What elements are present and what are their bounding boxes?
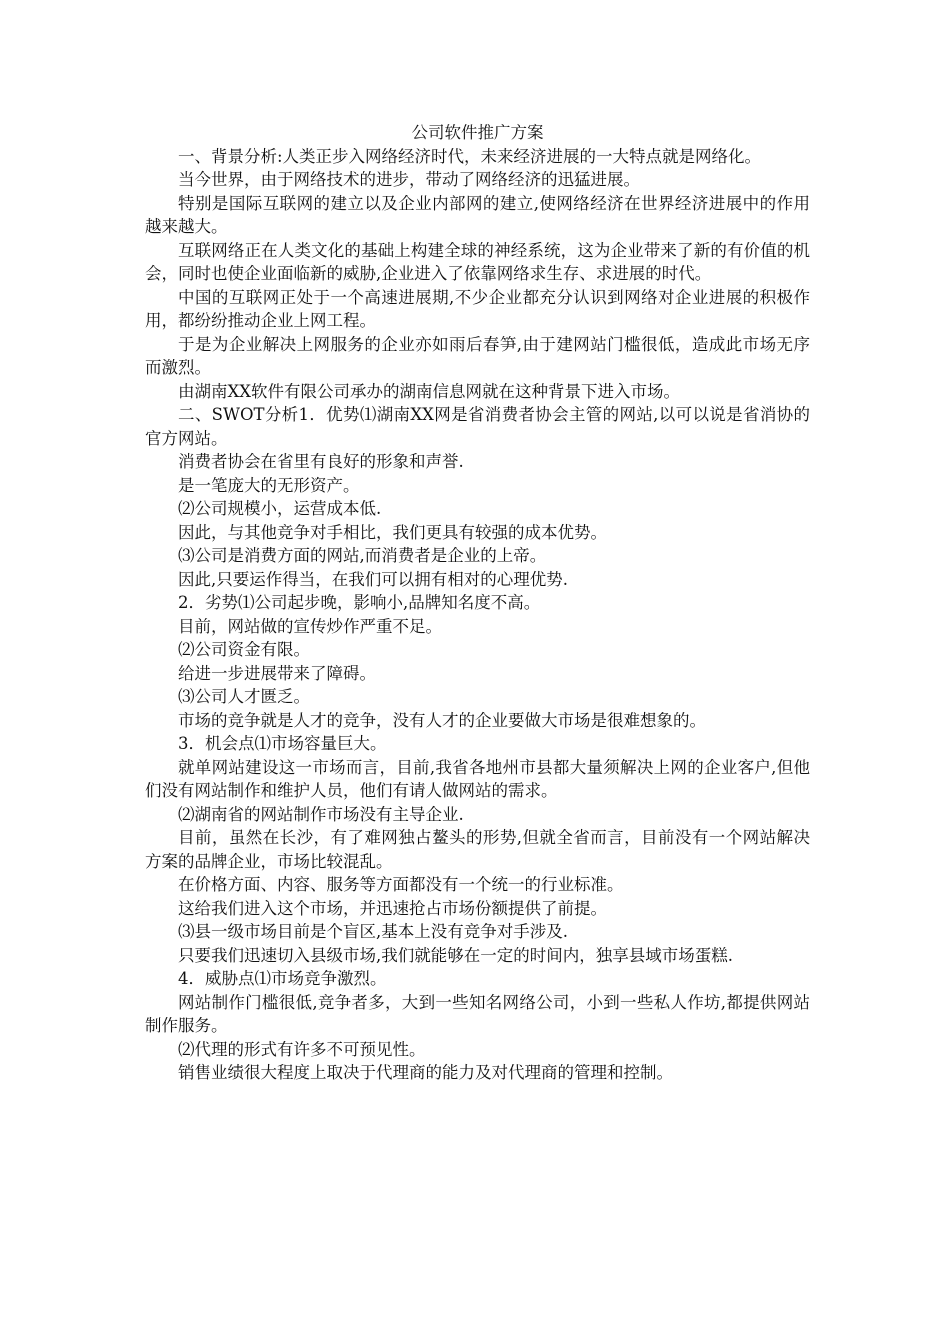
paragraph: ⑶县一级市场目前是个盲区,基本上没有竞争对手涉及. [178, 922, 568, 941]
paragraph: 在价格方面、内容、服务等方面都没有一个统一的行业标准。 [178, 875, 624, 894]
paragraph: 3．机会点⑴市场容量巨大。 [178, 734, 387, 753]
document-body [145, 121, 810, 1085]
paragraph: ⑵公司规模小，运营成本低. [178, 499, 382, 518]
paragraph: 是一笔庞大的无形资产。 [178, 475, 360, 495]
paragraph: ⑶公司人才匮乏。 [178, 687, 310, 706]
paragraph: 这给我们进入这个市场，并迅速抢占市场份额提供了前提。 [178, 898, 607, 918]
paragraph: 2．劣势⑴公司起步晚，影响小,品牌知名度不高。 [178, 593, 541, 612]
paragraph: 由湖南XX软件有限公司承办的湖南信息网就在这种背景下进入市场。 [178, 381, 680, 401]
paragraph: 当今世界，由于网络技术的进步，带动了网络经济的迅猛进展。 [178, 170, 640, 189]
paragraph: 目前，网站做的宣传炒作严重不足。 [178, 616, 442, 636]
paragraph: 4．威胁点⑴市场竞争激烈。 [178, 969, 387, 988]
paragraph: 就单网站建设这一市场而言，目前,我省各地州市县都大量须解决上网的企业客户,但他们没有网站制作和维护人员，他们有请人做网站的需求。 [145, 757, 810, 800]
paragraph: ⑵公司资金有限。 [178, 640, 310, 659]
paragraph: 市场的竞争就是人才的竞争，没有人才的企业要做大市场是很难想象的。 [178, 710, 706, 730]
paragraph: 中国的互联网正处于一个高速进展期,不少企业都充分认识到网络对企业进展的积极作用，都纷纷推动企业上网工程。 [145, 287, 810, 330]
paragraph: ⑶公司是消费方面的网站,而消费者是企业的上帝。 [178, 546, 547, 565]
document-title: 公司软件推广方案 [411, 123, 544, 142]
paragraph: 给进一步进展带来了障碍。 [178, 663, 376, 683]
paragraph: 销售业绩很大程度上取决于代理商的能力及对代理商的管理和控制。 [178, 1063, 673, 1082]
paragraph: 二、SWOT分析1．优势⑴湖南XX网是省消费者协会主管的网站,以可以说是省消协的官方网站。 [145, 405, 810, 448]
paragraph: 消费者协会在省里有良好的形象和声誉. [178, 452, 464, 471]
paragraph: 互联网络正在人类文化的基础上构建全球的神经系统，这为企业带来了新的有价值的机会，同时也使企业面临新的威胁,企业进入了依靠网络求生存、求进展的时代。 [145, 240, 810, 283]
paragraph: 网站制作门槛很低,竞争者多，大到一些知名网络公司，小到一些私人作坊,都提供网站制作服务。 [145, 992, 810, 1035]
paragraph: ⑵湖南省的网站制作市场没有主导企业. [178, 804, 464, 824]
paragraph: 一、背景分析:人类正步入网络经济时代，未来经济进展的一大特点就是网络化。 [178, 146, 762, 166]
paragraph: 于是为企业解决上网服务的企业亦如雨后春笋,由于建网站门槛很低，造成此市场无序而激烈。 [145, 334, 810, 377]
paragraph: 因此，与其他竞争对手相比，我们更具有较强的成本优势。 [178, 522, 607, 542]
paragraph: 特别是国际互联网的建立以及企业内部网的建立,使网络经济在世界经济进展中的作用越来越大。 [145, 193, 810, 236]
paragraph: 因此,只要运作得当，在我们可以拥有相对的心理优势. [178, 569, 568, 589]
paragraph-list [145, 145, 810, 1085]
paragraph: ⑵代理的形式有许多不可预见性。 [178, 1039, 426, 1059]
paragraph: 目前，虽然在长沙，有了难网独占鳌头的形势,但就全省而言，目前没有一个网站解决方案的品牌企业，市场比较混乱。 [145, 828, 810, 871]
paragraph: 只要我们迅速切入县级市场,我们就能够在一定的时间内，独享县域市场蛋糕. [178, 945, 733, 965]
